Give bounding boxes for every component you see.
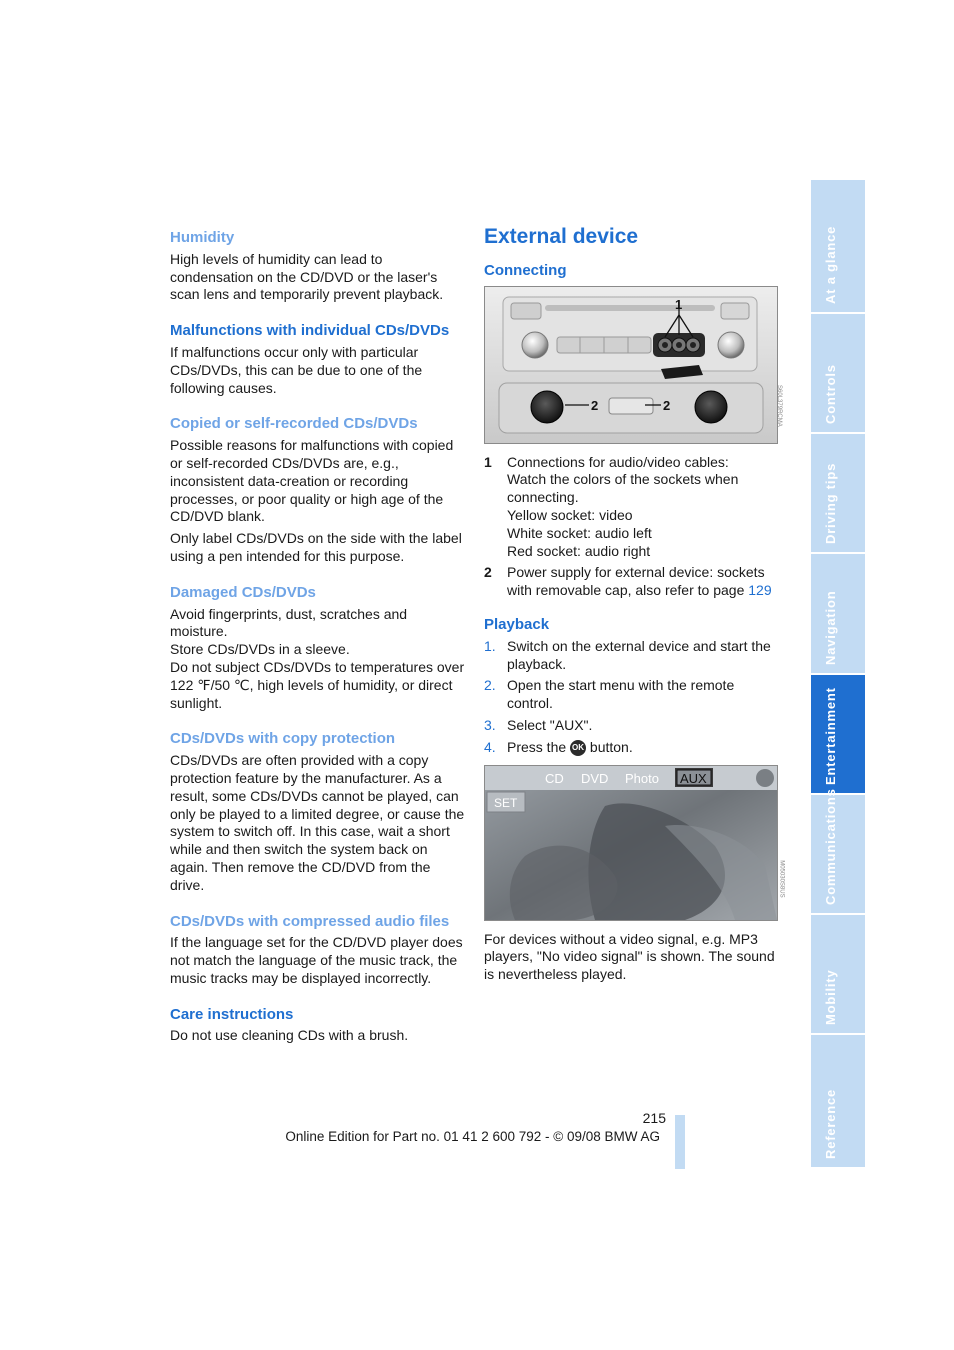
heading-humidity: Humidity [170,229,235,246]
section-humidity [170,229,466,304]
section-malfunctions [170,322,466,397]
menu-cd: CD [545,770,564,786]
tab-mobility[interactable] [811,915,865,1035]
aux-screen-illustration [485,766,777,920]
page-number: 215 [642,1110,666,1126]
step-4 [484,739,778,757]
legend-2-text: Power supply for external device: sockets with removable cap, also refer to page [507,564,765,599]
heading-compressed: CDs/DVDs with compressed audio files [170,912,450,930]
copied-text-1: Possible reasons for malfunctions with copied or self-recorded CDs/DVDs are, e.g., inconsistent data-creation or recording processes, or poor quality or high age of the CD/DVD blank. [170,437,454,525]
copy-protection-text: CDs/DVDs are often provided with a copy protection feature by the manufacturer. As a result, some CDs/DVDs cannot be played, can only be played to a limited degree, or cause the system to switch off. In this case, wait a short while and then switch the system back on again. Then remove the CD/DVD from the drive. [170,752,465,893]
heading-copied: Copied or self-recorded CDs/DVDs [170,415,418,433]
step-num-3: 3. [484,716,496,733]
callout-2b: 2 [663,397,671,413]
step-3 [484,717,778,735]
screen-figure-code: M05030S8US [778,859,785,898]
footer-accent-bar [675,1115,685,1169]
tab-controls[interactable] [811,314,865,434]
malfunctions-text: If malfunctions occur only with particular CDs/DVDs, this can be due to one of the following causes. [170,343,423,396]
section-care [170,1006,466,1046]
figure-connection-panel [484,286,783,444]
copied-text-2: Only label CDs/DVDs on the side with the label using a pen intended for this purpose. [170,530,462,564]
callout-2a: 2 [591,397,599,413]
step-text-2: Open the start menu with the remote control. [507,677,735,712]
figure-code: S60L379RCMA [776,384,783,427]
tab-label: Mobility [823,969,838,1025]
step-text-1: Switch on the external device and start the playback. [507,637,771,672]
step-text-4 [507,739,633,757]
connection-panel-illustration [485,287,777,443]
menu-set: SET [494,795,518,810]
menu-photo: Photo [625,770,659,786]
tab-label: Reference [823,1088,838,1159]
callout-1: 1 [675,296,683,312]
damaged-line-1: Avoid fingerprints, dust, scratches and moisture. [170,605,408,640]
right-column [484,225,785,988]
step-num-1: 1. [484,637,496,654]
tab-label: Controls [823,364,838,424]
ok-button-icon: OK [570,740,586,756]
heading-copy-protection: CDs/DVDs with copy protection [170,730,396,748]
step-4-post: button. [589,738,633,755]
tab-reference[interactable] [811,1035,865,1167]
chapter-tabs [811,180,865,1167]
legend-item-2 [484,564,778,600]
damaged-line-2: Store CDs/DVDs in a sleeve. [170,641,350,658]
care-text: Do not use cleaning CDs with a brush. [170,1027,409,1044]
tab-label: At a glance [823,225,838,304]
step-num-2: 2. [484,677,496,694]
section-damaged [170,584,466,713]
section-compressed [170,913,466,988]
legend-text-1 [507,454,778,561]
compressed-text: If the language set for the CD/DVD player does not match the language of the music track, the music tracks may be displayed incorrectly. [170,934,463,986]
legend-num-2: 2 [484,564,492,581]
heading-damaged: Damaged CDs/DVDs [170,583,316,601]
legend-1-line: Watch the colors of the sockets when connecting. [507,471,739,506]
tab-label: Entertainment [823,687,838,785]
legend-text-2 [507,564,778,600]
tab-label: Driving tips [823,462,838,544]
legend-1-line: White socket: audio left [507,524,652,541]
tab-at-a-glance[interactable] [811,180,865,314]
humidity-text: High levels of humidity can lead to condensation on the CD/DVD or the laser's scan lens and temporarily prevent playback. [170,250,444,303]
heading-playback: Playback [484,615,550,633]
section-copy-protection [170,730,466,894]
legend-num-1: 1 [484,453,492,470]
tab-label: Navigation [823,590,838,665]
step-num-4: 4. [484,738,496,755]
step-1 [484,638,778,674]
tab-communications[interactable] [811,788,865,915]
menu-aux: AUX [680,770,707,786]
section-copied [170,415,466,565]
left-column [170,229,466,1063]
legend-1-line: Red socket: audio right [507,542,651,559]
step-text-3: Select "AUX". [507,716,593,733]
tab-navigation[interactable] [811,554,865,675]
legend-item-1 [484,454,778,561]
playback-note: For devices without a video signal, e.g. MP3 players, "No video signal" is shown. The sound is nevertheless played. [484,930,775,983]
tab-label: Communications [823,788,838,905]
menu-dvd: DVD [581,770,609,786]
step-2 [484,677,778,713]
legend-1-line: Yellow socket: video [507,506,633,523]
heading-connecting: Connecting [484,261,567,279]
tab-entertainment[interactable] [811,675,865,795]
figure-aux-screen [484,765,785,921]
legend-1-line: Connections for audio/video cables: [507,453,729,470]
tab-driving-tips[interactable] [811,434,865,554]
step-4-pre: Press the [507,738,567,755]
heading-malfunctions: Malfunctions with individual CDs/DVDs [170,322,450,340]
footer-text: Online Edition for Part no. 01 41 2 600 792 - © 09/08 BMW AG [285,1129,660,1144]
page-link-129[interactable]: 129 [748,582,772,599]
damaged-line-3: Do not subject CDs/DVDs to temperatures over 122 ℉/50 ℃, high levels of humidity, or direct sunlight. [170,658,465,711]
page-title: External device [484,225,639,248]
heading-care: Care instructions [170,1005,294,1023]
